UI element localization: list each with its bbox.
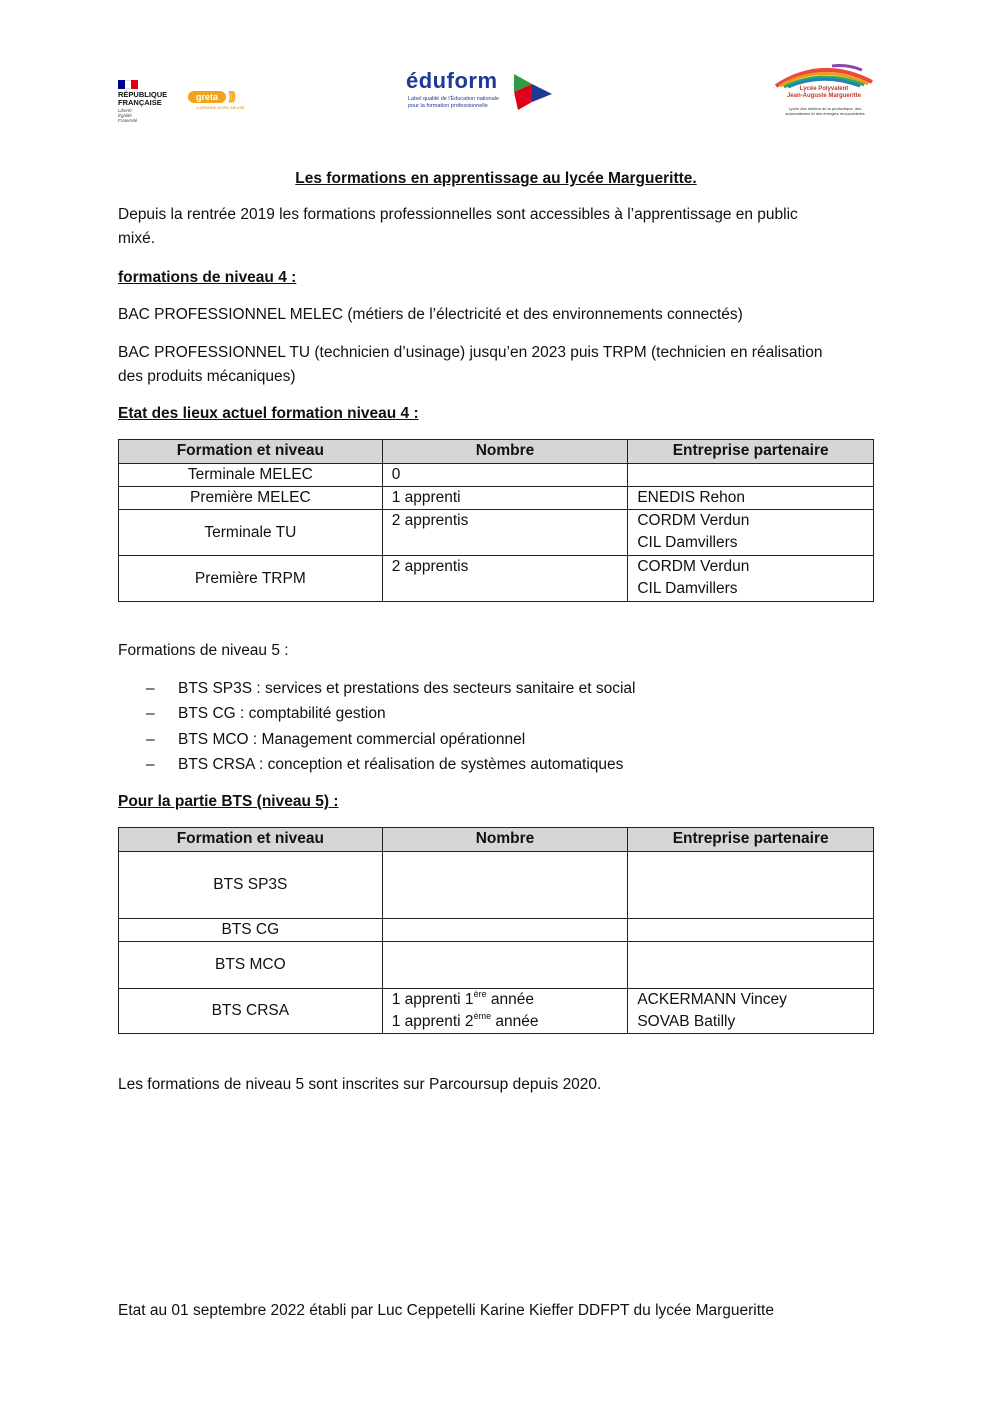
list-item: – BTS SP3S : services et prestations des secteurs sanitaire et social [146, 680, 636, 697]
nombre-cell: 2 apprentis [382, 556, 628, 602]
entreprise-cell [628, 464, 874, 487]
entreprise-cell: ACKERMANN Vincey SOVAB Batilly [628, 989, 874, 1034]
table-row [119, 556, 874, 602]
table-header-row [119, 828, 874, 852]
nombre-cell [382, 852, 628, 919]
entreprise-cell: ENEDIS Rehon [628, 487, 874, 510]
rf-title: RÉPUBLIQUE FRANÇAISE [118, 90, 168, 107]
lycee-name: Lycée Polyvalent Jean-Auguste Margueritte [786, 86, 861, 99]
marianne-flag-icon [118, 80, 138, 89]
table-row [119, 510, 874, 556]
lycee-description: Lycée des métiers de la productique, des automatismes et des énergies renouvelables [785, 106, 865, 116]
rf-motto: Liberté Égalité Fraternité [118, 108, 138, 123]
table-row [119, 919, 874, 942]
eduform-triangles-icon [512, 72, 552, 112]
table-row [119, 852, 874, 919]
greta-logo [186, 88, 250, 122]
level5-table [118, 827, 874, 1034]
header-entreprise: Entreprise partenaire [628, 440, 874, 464]
eduform-logo [406, 70, 556, 114]
level5-table-heading: Pour la partie BTS (niveau 5) : [118, 793, 339, 810]
eduform-tagline: Label qualité de l'Éducation nationale pour la formation professionnelle [408, 96, 499, 109]
nombre-cell: 1 apprenti [382, 487, 628, 510]
header-nombre: Nombre [382, 828, 628, 852]
footer-note: Etat au 01 septembre 2022 établi par Luc Ceppetelli Karine Kieffer DDFPT du lycée Margueritte [118, 1302, 774, 1319]
level4-table-heading: Etat des lieux actuel formation niveau 4 : [118, 405, 419, 422]
greta-name: greta [188, 91, 226, 103]
nombre-cell [382, 919, 628, 942]
formation-cell: Terminale MELEC [119, 464, 383, 487]
header-entreprise: Entreprise partenaire [628, 828, 874, 852]
bac-melec-text: BAC PROFESSIONNEL MELEC (métiers de l’électricité et des environnements connectés) [118, 306, 743, 323]
table-row [119, 487, 874, 510]
lycee-margueritte-logo [772, 62, 876, 128]
republique-francaise-logo [118, 80, 168, 123]
entreprise-cell: CORDM Verdun CIL Damvillers [628, 556, 874, 602]
nombre-cell: 1 apprenti 1ère année 1 apprenti 2ème année [382, 989, 628, 1034]
level4-heading: formations de niveau 4 : [118, 269, 297, 286]
table-header-row [119, 440, 874, 464]
nombre-cell [382, 942, 628, 989]
formation-cell: Terminale TU [119, 510, 383, 556]
eduform-name: éduform [406, 68, 498, 93]
rainbow-arch-icon [772, 62, 876, 88]
formation-cell: BTS SP3S [119, 852, 383, 919]
formation-cell: BTS MCO [119, 942, 383, 989]
table-row [119, 464, 874, 487]
bac-tu-text: BAC PROFESSIONNEL TU (technicien d’usinage) jusqu’en 2023 puis TRPM (technicien en réalisation des produits mécaniques) [118, 344, 823, 385]
bts-list [146, 676, 635, 777]
header-formation: Formation et niveau [119, 828, 383, 852]
header-formation: Formation et niveau [119, 440, 383, 464]
level4-table [118, 439, 874, 602]
greta-waves-icon: ))) [228, 89, 234, 103]
list-item: – BTS CRSA : conception et réalisation de systèmes automatiques [146, 755, 624, 773]
entreprise-cell: CORDM Verdun CIL Damvillers [628, 510, 874, 556]
nombre-cell: 2 apprentis [382, 510, 628, 556]
list-item: – BTS CG : comptabilité gestion [146, 705, 386, 723]
nombre-cell: 0 [382, 464, 628, 487]
page-title: Les formations en apprentissage au lycée Margueritte. [295, 170, 697, 187]
table-row [119, 989, 874, 1034]
formation-cell: BTS CRSA [119, 989, 383, 1034]
list-item: – BTS MCO : Management commercial opérationnel [146, 730, 526, 748]
header-nombre: Nombre [382, 440, 628, 464]
entreprise-cell [628, 919, 874, 942]
table-row [119, 942, 874, 989]
formation-cell: BTS CG [119, 919, 383, 942]
formation-cell: Première TRPM [119, 556, 383, 602]
intro-paragraph: Depuis la rentrée 2019 les formations professionnelles sont accessibles à l’apprentissage en public mixé. [118, 206, 798, 247]
level5-heading: Formations de niveau 5 : [118, 642, 289, 659]
entreprise-cell [628, 852, 874, 919]
formation-cell: Première MELEC [119, 487, 383, 510]
entreprise-cell [628, 942, 874, 989]
parcoursup-note: Les formations de niveau 5 sont inscrites sur Parcoursup depuis 2020. [118, 1076, 602, 1093]
greta-subtitle: LORRAINE NORD MEUSE [196, 105, 245, 110]
